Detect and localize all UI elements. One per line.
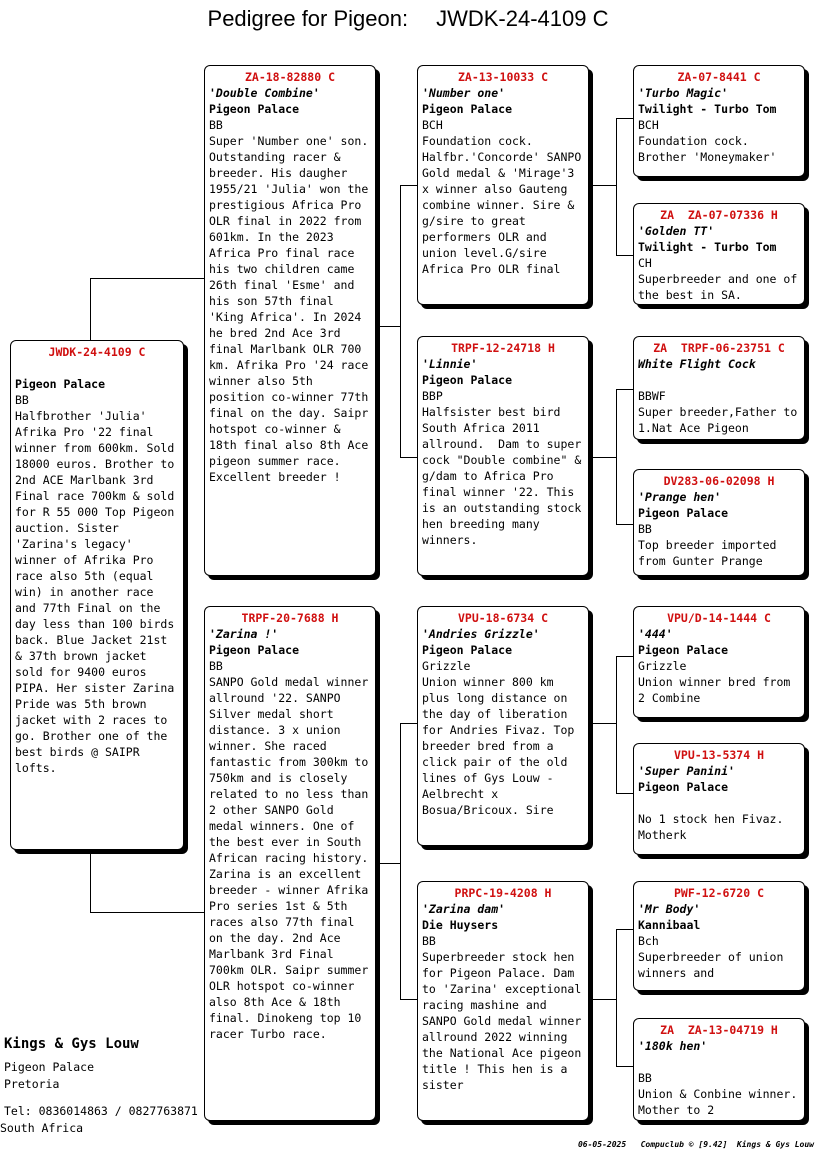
ring-number: PRPC-19-4208 H bbox=[454, 886, 552, 900]
pigeon-name: 'Super Panini' bbox=[638, 764, 735, 778]
description: Super 'Number one' son. Outstanding racer & breeder. His daugher 1955/21 'Julia' won the prestigious Africa Pro OLR final in 2022 from 601km. In the 2023 Africa Pro final race his two children came 26th final 'Esme' and his son 57th final 'King Africa'. In 2024 he bred 2nd Ace 3rd final Marlbank OLR 700 km. Afrika Pro '24 race winner also 5th position co-winner 77th final on the day. Saipr hotspot co-winner & 18th final also 8th Ace pigeon summer race. Excellent breeder ! bbox=[209, 134, 376, 484]
ring-number: TRPF-20-7688 H bbox=[241, 611, 339, 625]
description: Superbreeder and one of the best in SA. bbox=[638, 272, 805, 302]
description: SANPO Gold medal winner allround '22. SANPO Silver medal short distance. 3 x union winner. She raced fantastic from 300km to 750km and is closely related to no less than 2 other SANPO Gold medal winners. One of the best ever in South African racing history. Zarina is an excellent breeder - winner Afrika Pro series 1st & 5th races also 77th final on the day. 2nd Ace Marlbank 3rd Final 700km OLR. Saipr summer OLR hotspot co-winner also 8th Ace & 18th final. Dinokeng top 10 racer Turbo race. bbox=[209, 675, 376, 1041]
description: Union winner 800 km plus long distance on the day of liberation for Andries Fivaz. Top breeder bred from a click pair of the old lines of Gys Louw - Aelbrecht x Bosua/Bricoux. Sire bbox=[422, 675, 582, 817]
pigeon-name: '444' bbox=[638, 627, 673, 641]
ring-number: DV283-06-02098 H bbox=[663, 474, 775, 488]
connector-line bbox=[616, 929, 617, 1066]
connector-line bbox=[616, 793, 633, 794]
pigeon-name: 'Linnie' bbox=[422, 357, 478, 371]
owner: Twilight - Turbo Tom bbox=[638, 240, 777, 254]
description: Union & Conbine winner. Mother to 2 bbox=[638, 1087, 812, 1117]
pigeon-name: 'Number one' bbox=[422, 86, 506, 100]
pigeon-name bbox=[15, 360, 179, 376]
breeder-country: South Africa bbox=[0, 1121, 84, 1135]
ring-number: ZA ZA-13-04719 H bbox=[660, 1023, 778, 1037]
owner: Die Huysers bbox=[422, 918, 499, 932]
breeder-city: Pretoria bbox=[4, 1077, 60, 1091]
color bbox=[638, 795, 800, 811]
color: CH bbox=[638, 256, 652, 270]
description: Foundation cock. Brother 'Moneymaker' bbox=[638, 134, 777, 164]
breeder-name: Kings & Gys Louw bbox=[4, 1036, 139, 1052]
owner: Pigeon Palace bbox=[422, 102, 513, 116]
connector-line bbox=[376, 863, 400, 864]
owner: Pigeon Palace bbox=[209, 643, 300, 657]
color: BB bbox=[209, 118, 223, 132]
connector-line bbox=[616, 656, 633, 657]
pigeon-card-ssd[interactable] bbox=[633, 203, 805, 305]
connector-line bbox=[90, 278, 204, 279]
description: Foundation cock. Halfbr.'Concorde' SANPO Gold medal & 'Mirage'3 x winner also Gauteng combine winner. Sire & g/sire to great performers OLR and union level.G/sire Africa Pro OLR final bbox=[422, 134, 589, 276]
ring-number: JWDK-24-4109 C bbox=[48, 345, 146, 359]
description: Top breeder imported from Gunter Prange bbox=[638, 538, 784, 568]
pigeon-name: '180k hen' bbox=[638, 1039, 708, 1053]
connector-line bbox=[589, 457, 616, 458]
breeder-loft: Pigeon Palace bbox=[4, 1060, 95, 1074]
pigeon-card-dam-sire[interactable] bbox=[417, 606, 589, 846]
ring-number: VPU-18-6734 C bbox=[457, 611, 548, 625]
connector-line bbox=[589, 999, 616, 1000]
connector-line bbox=[400, 457, 417, 458]
connector-line bbox=[400, 723, 401, 999]
connector-line bbox=[616, 524, 633, 525]
color: BCH bbox=[638, 118, 659, 132]
pigeon-card-sds[interactable] bbox=[633, 336, 805, 440]
title-pigeon-id: JWDK-24-4109 C bbox=[436, 6, 609, 31]
color: BB bbox=[638, 522, 652, 536]
pigeon-name: 'Zarina !' bbox=[209, 627, 279, 641]
pigeon-card-dsd[interactable] bbox=[633, 743, 805, 855]
connector-line bbox=[400, 185, 401, 457]
pigeon-card-dds[interactable] bbox=[633, 881, 805, 991]
color: BBP bbox=[422, 389, 443, 403]
owner: Pigeon Palace bbox=[422, 373, 513, 387]
pigeon-card-sire-dam[interactable] bbox=[417, 336, 589, 576]
connector-line bbox=[400, 999, 417, 1000]
color: BB bbox=[422, 934, 436, 948]
description: Super breeder,Father to 1.Nat Ace Pigeon bbox=[638, 405, 805, 435]
pigeon-name: White Flight Cock bbox=[638, 357, 756, 371]
ring-number: PWF-12-6720 C bbox=[673, 886, 764, 900]
description: Halfbrother 'Julia' Afrika Pro '22 final winner from 600km. Sold 18000 euros. Brother to 2nd ACE Marlbank 3rd Final race 700km & sold for R 55 000 Top Pigeon auction. Sister 'Zarina's legacy' winner of Afrika Pro race also 5th (equal win) in another race and 77th Final on the day less than 100 birds back. Blue Jacket 21st & 37th brown jacket sold for 9400 euros PIPA. Her sister Zarina Pride was 5th brown jacket with 2 races to go. Brother one of the best birds @ SAIPR lofts. bbox=[15, 409, 182, 775]
pigeon-name: 'Golden TT' bbox=[638, 224, 715, 238]
connector-line bbox=[376, 326, 400, 327]
page-title bbox=[0, 6, 816, 32]
connector-line bbox=[616, 389, 617, 524]
connector-line bbox=[90, 912, 204, 913]
pigeon-card-dam[interactable] bbox=[204, 606, 376, 1121]
description: Union winner bred from 2 Combine bbox=[638, 675, 798, 705]
color: Bch bbox=[638, 934, 659, 948]
footer-credit: 06-05-2025 Compuclub © [9.42] Kings & Gys Louw bbox=[577, 1140, 814, 1149]
connector-line bbox=[616, 255, 633, 256]
pigeon-name: 'Andries Grizzle' bbox=[422, 627, 540, 641]
color: BB bbox=[15, 393, 29, 407]
owner: Pigeon Palace bbox=[15, 377, 106, 391]
description: No 1 stock hen Fivaz. Motherk bbox=[638, 812, 791, 842]
pigeon-card-dss[interactable] bbox=[633, 606, 805, 718]
color: BB bbox=[638, 1071, 652, 1085]
color: BBWF bbox=[638, 389, 666, 403]
pigeon-name: 'Mr Body' bbox=[638, 902, 701, 916]
connector-line bbox=[616, 118, 633, 119]
pigeon-card-dam-dam[interactable] bbox=[417, 881, 589, 1121]
owner: Pigeon Palace bbox=[638, 643, 729, 657]
connector-line bbox=[589, 185, 616, 186]
connector-line bbox=[589, 723, 616, 724]
breeder-info bbox=[0, 1036, 198, 1137]
ring-number: ZA-18-82880 C bbox=[244, 70, 335, 84]
ring-number: ZA-13-10033 C bbox=[457, 70, 548, 84]
description: Halfsister best bird South Africa 2011 allround. Dam to super cock "Double combine" & g/dam to Africa Pro final winner '22. This is an outstanding stock hen breeding many winners. bbox=[422, 405, 589, 547]
pigeon-card-ddd[interactable] bbox=[633, 1018, 812, 1121]
ring-number: ZA ZA-07-07336 H bbox=[660, 208, 778, 222]
ring-number: VPU/D-14-1444 C bbox=[667, 611, 771, 625]
connector-line bbox=[616, 1066, 633, 1067]
owner: Twilight - Turbo Tom bbox=[638, 102, 777, 116]
pigeon-card-sire-sire[interactable] bbox=[417, 65, 589, 305]
pigeon-name: 'Prange hen' bbox=[638, 490, 722, 504]
owner: Pigeon Palace bbox=[638, 780, 729, 794]
color: BCH bbox=[422, 118, 443, 132]
title-prefix: Pedigree for Pigeon: bbox=[207, 6, 409, 31]
connector-line bbox=[90, 850, 91, 912]
pigeon-card-sdd[interactable] bbox=[633, 469, 805, 576]
ring-number: ZA TRPF-06-23751 C bbox=[653, 341, 785, 355]
description: Superbreeder stock hen for Pigeon Palace. Dam to 'Zarina' exceptional racing mashine and SANPO Gold medal winner allround 2022 winning the National Ace pigeon title ! This hen is a sister bbox=[422, 950, 589, 1092]
owner bbox=[638, 1054, 800, 1070]
owner bbox=[638, 372, 800, 388]
pigeon-card-sire[interactable] bbox=[204, 65, 376, 576]
color: BB bbox=[209, 659, 223, 673]
pigeon-card-subject[interactable] bbox=[10, 340, 184, 850]
connector-line bbox=[90, 278, 91, 340]
color: Grizzle bbox=[422, 659, 471, 673]
pigeon-name: 'Turbo Magic' bbox=[638, 86, 729, 100]
connector-line bbox=[616, 389, 633, 390]
pigeon-card-sss[interactable] bbox=[633, 65, 805, 177]
owner: Pigeon Palace bbox=[422, 643, 513, 657]
breeder-phone: Tel: 0836014863 / 0827763871 bbox=[4, 1104, 198, 1118]
description: Superbreeder of union winners and bbox=[638, 950, 791, 980]
ring-number: TRPF-12-24718 H bbox=[451, 341, 555, 355]
connector-line bbox=[616, 118, 617, 255]
owner: Kannibaal bbox=[638, 918, 701, 932]
connector-line bbox=[616, 929, 633, 930]
owner: Pigeon Palace bbox=[209, 102, 300, 116]
pigeon-name: 'Zarina dam' bbox=[422, 902, 506, 916]
ring-number: ZA-07-8441 C bbox=[677, 70, 761, 84]
owner: Pigeon Palace bbox=[638, 506, 729, 520]
connector-line bbox=[616, 656, 617, 793]
ring-number: VPU-13-5374 H bbox=[673, 748, 764, 762]
color: Grizzle bbox=[638, 659, 687, 673]
connector-line bbox=[400, 185, 417, 186]
pigeon-name: 'Double Combine' bbox=[209, 86, 320, 100]
connector-line bbox=[400, 723, 417, 724]
